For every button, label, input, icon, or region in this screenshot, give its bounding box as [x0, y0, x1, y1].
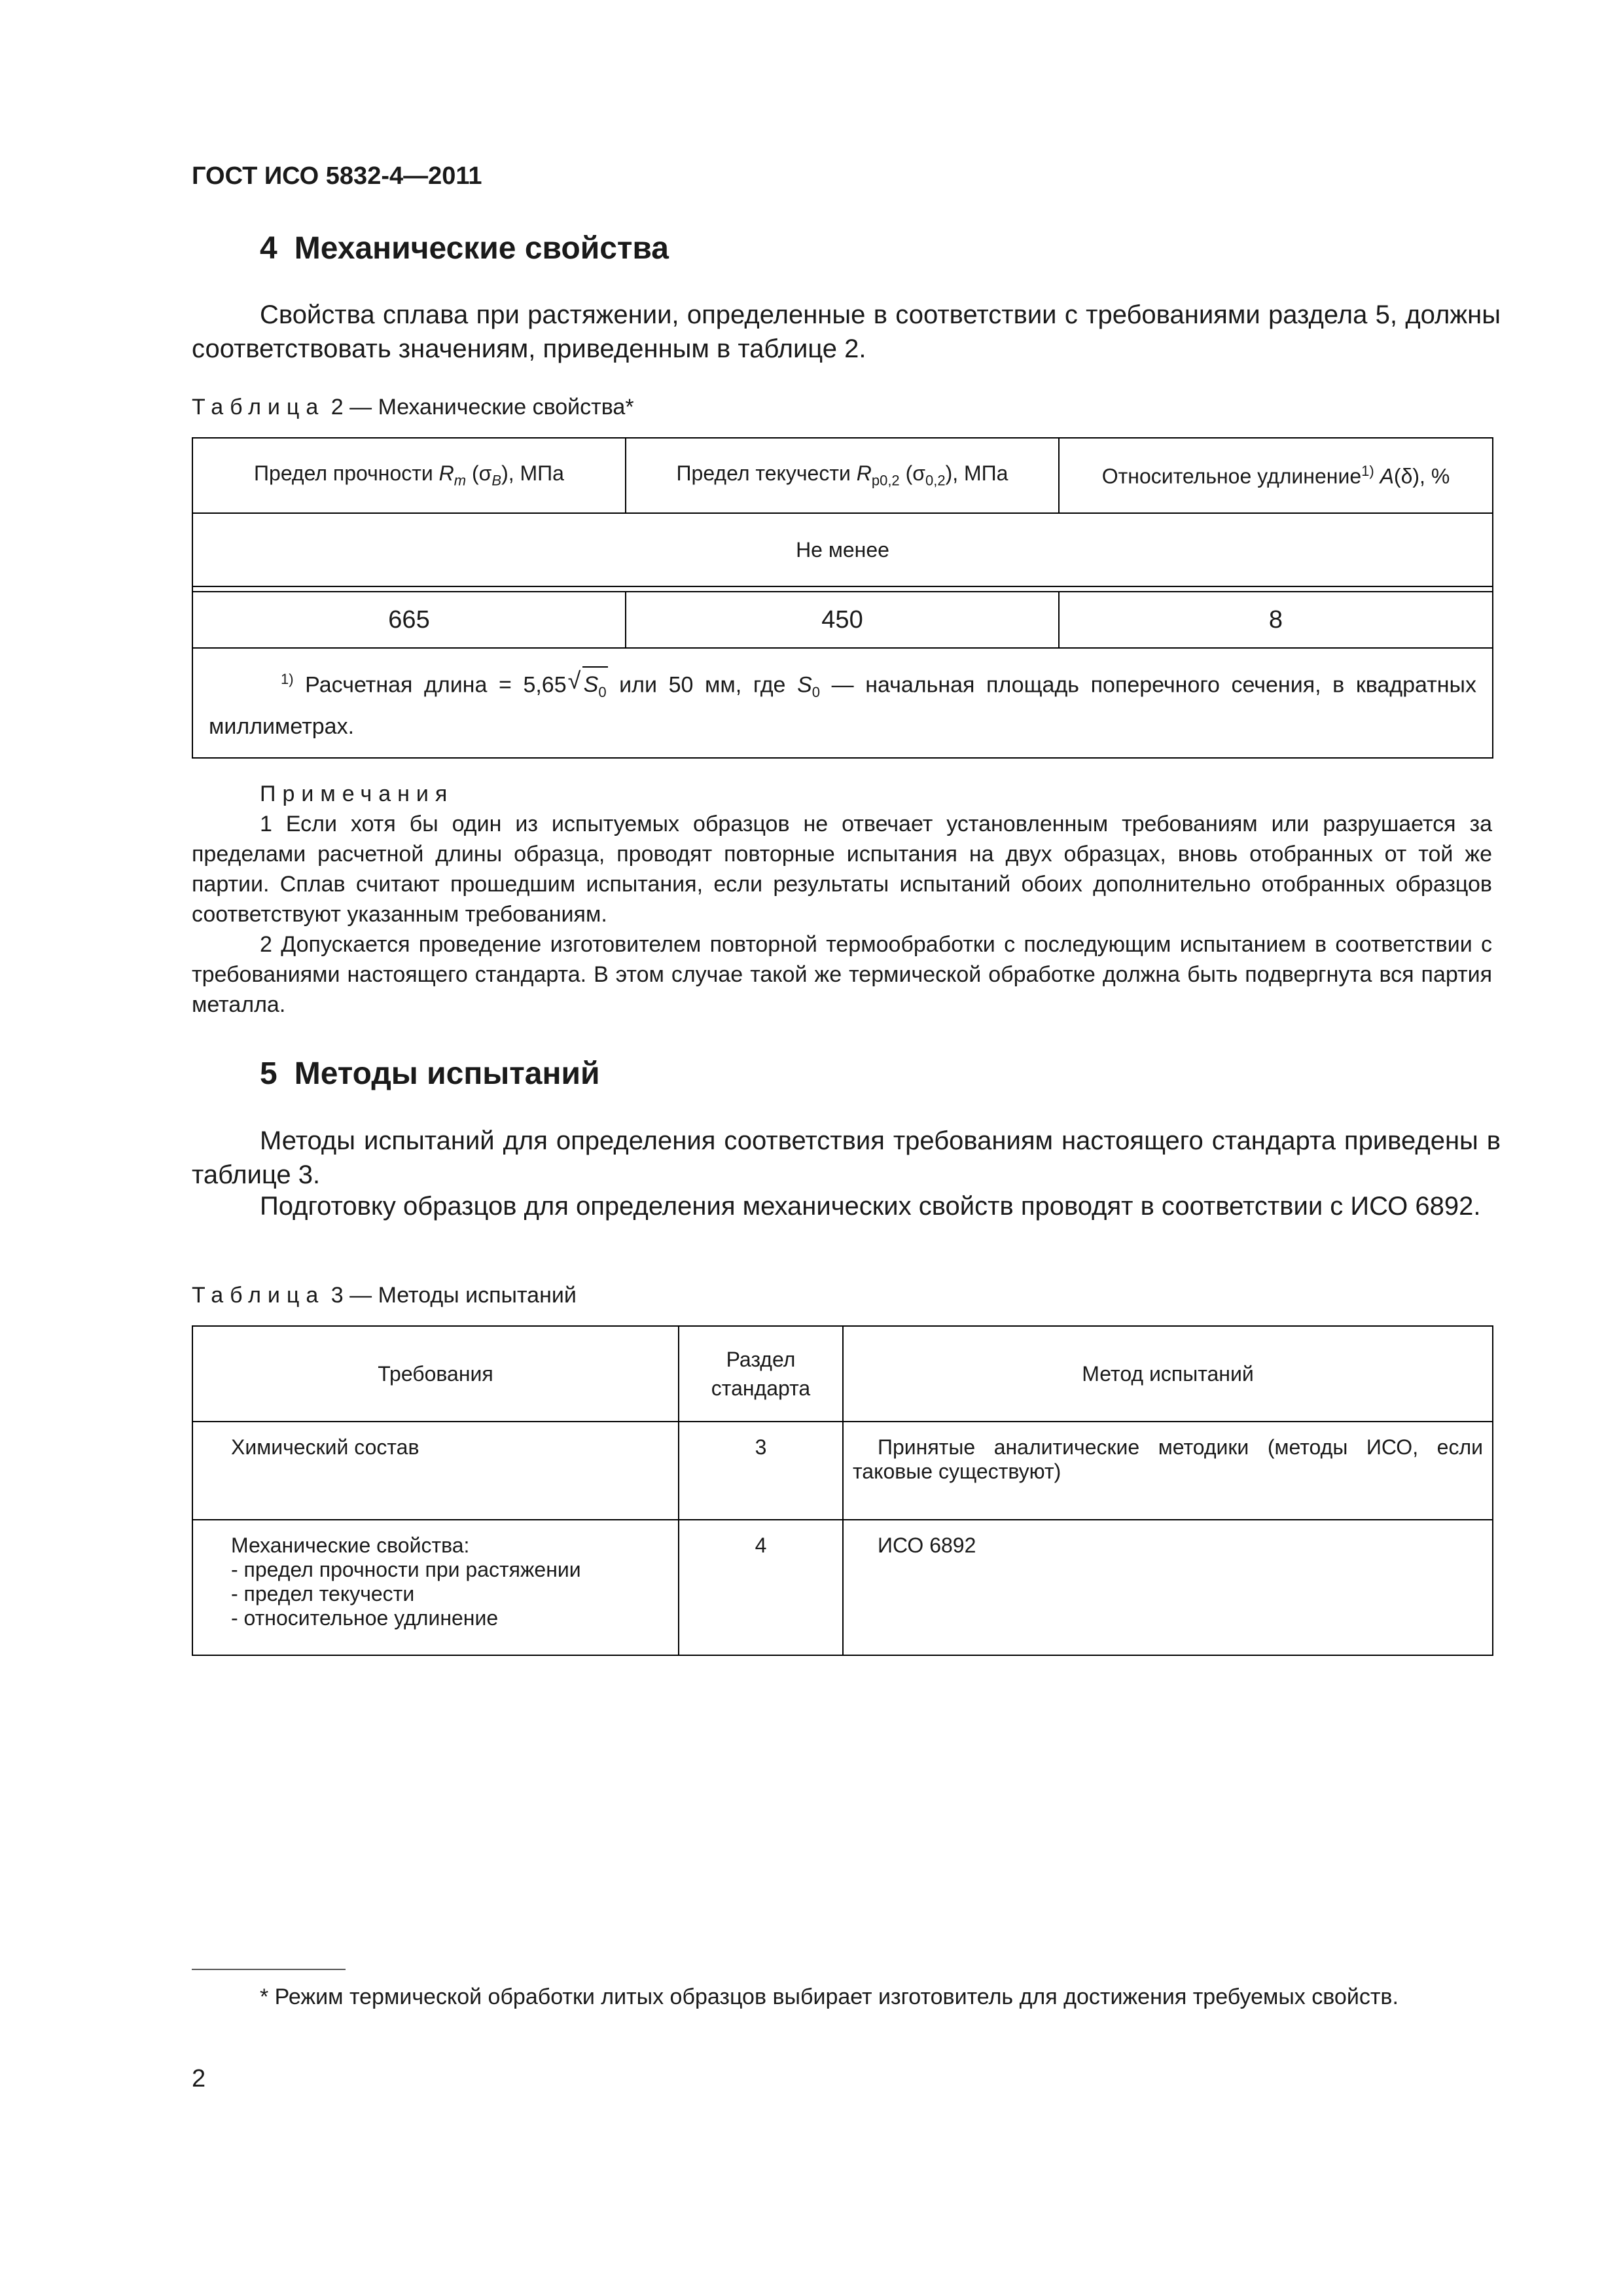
note-item: 2 Допускается проведение изготовителем повторной термообработки с последующим испытанием в соответствии с требованиями настоящего стандарта. В этом случае такой же термической обработке должна быть подвергнута вся партия металла. [192, 932, 1492, 1017]
table-double-rule [192, 586, 1493, 592]
value-yield-strength: 450 [626, 592, 1059, 648]
running-head: ГОСТ ИСО 5832-4—2011 [192, 162, 482, 190]
page-number: 2 [192, 2065, 206, 2092]
footnote-divider [192, 1969, 346, 1970]
section-4-heading [260, 230, 669, 266]
table-caption-text: 2 — Механические свойства* [330, 395, 634, 420]
section-5-paragraph-2: Подготовку образцов для определения механических свойств проводят в соответствии с ИСО 6892. [260, 1192, 1481, 1221]
header-test-method: Метод испытаний [843, 1326, 1493, 1422]
table-header-row [192, 438, 1493, 513]
table-caption-text: 3 — Методы испытаний [330, 1283, 577, 1308]
value-tensile-strength: 665 [192, 592, 626, 648]
value-elongation: 8 [1059, 592, 1493, 648]
table-footnote: $^{1)}$ Расчетная длина = 5,65√ $S_0$ или 50 мм, где $S_0$ — начальная площадь поперечного сечения, в квадратных миллиметрах. [192, 648, 1493, 758]
section-number: 5 [260, 1056, 277, 1091]
list-item: - предел текучести [231, 1582, 415, 1605]
table-row [192, 1520, 1493, 1655]
table-caption-label: Таблица [192, 1283, 325, 1308]
notes-block [192, 779, 1492, 1020]
table-subheader-row [192, 513, 1493, 586]
section-title: Механические свойства [294, 231, 669, 266]
section-5-paragraph-1: Методы испытаний для определения соответствия требованиям настоящего стандарта приведены в таблице 3. [192, 1126, 1501, 1189]
header-elongation: Относительное удлинение$^{1)}$ A(δ), % [1059, 438, 1493, 513]
note-item: 1 Если хотя бы один из испытуемых образцов не отвечает установленным требованиям или разрушается за пределами расчетной длины образца, проводят повторные испытания на двух образцах, вновь отобранных от той же партии. Сплав считают прошедшим испытания, если результаты испытаний обоих дополнительно отобранных образцов соответствуют указанным требованиям. [192, 812, 1492, 927]
table-2 [192, 437, 1493, 759]
cell-requirement: Химический состав [192, 1422, 679, 1520]
cell-requirement: Механические свойства: - предел прочности при растяжении - предел текучести - относительное удлинение [192, 1520, 679, 1655]
header-requirements: Требования [192, 1326, 679, 1422]
table-header-row [192, 1326, 1493, 1422]
table-3 [192, 1325, 1493, 1656]
header-standard-section: Раздел стандарта [679, 1326, 843, 1422]
section-5-heading [260, 1056, 600, 1092]
table-3-caption [192, 1283, 577, 1308]
table-footnote-row [192, 648, 1493, 758]
notes-title: Примечания [260, 781, 454, 806]
cell-method: ИСО 6892 [843, 1520, 1493, 1655]
table-row [192, 1422, 1493, 1520]
cell-method: Принятые аналитические методики (методы ИСО, если таковые существуют) [843, 1422, 1493, 1520]
header-tensile-strength: Предел прочности $R_m$ $(\sigma_B)$, МПа [192, 438, 626, 513]
header-yield-strength: Предел текучести $R_{p0,2}$ $(\sigma_{0,2})$, МПа [626, 438, 1059, 513]
cell-section: 3 [679, 1422, 843, 1520]
subheader-not-less: Не менее [192, 513, 1493, 586]
section-4-paragraph: Свойства сплава при растяжении, определенные в соответствии с требованиями раздела 5, должны соответствовать значениям, приведенным в таблице 2. [192, 300, 1501, 363]
table-caption-label: Таблица [192, 395, 325, 420]
table-row [192, 592, 1493, 648]
list-item: - предел прочности при растяжении [231, 1558, 581, 1581]
table-2-caption [192, 395, 634, 420]
section-title: Методы испытаний [294, 1056, 600, 1091]
list-item: - относительное удлинение [231, 1606, 499, 1630]
cell-section: 4 [679, 1520, 843, 1655]
section-number: 4 [260, 231, 277, 266]
page-footnote: * Режим термической обработки литых образцов выбирает изготовитель для достижения требуемых свойств. [260, 1984, 1399, 2009]
